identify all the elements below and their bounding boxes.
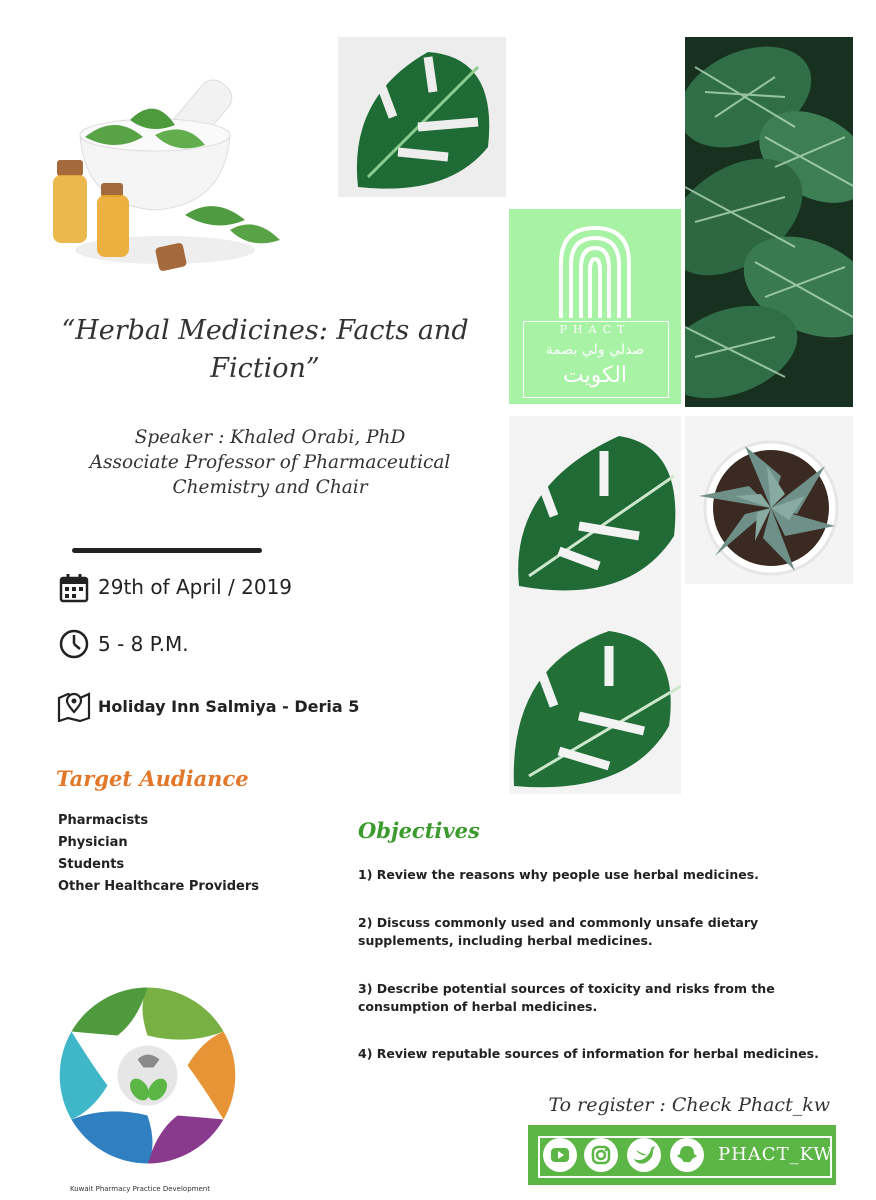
succulent-pot-photo: [685, 416, 853, 584]
objective-line: consumption of herbal medicines.: [358, 999, 598, 1014]
calathea-leaves-photo: [685, 37, 853, 407]
objective-item: [358, 866, 848, 884]
snapchat-icon[interactable]: [670, 1138, 704, 1172]
phact-logo-latin: PHACT: [559, 323, 631, 336]
objective-line: supplements, including herbal medicines.: [358, 933, 653, 948]
phact-logo-arabic-1: صدلي ولي بصمة: [545, 342, 645, 358]
audience-item: Physician: [58, 835, 128, 850]
section-divider: [72, 548, 262, 553]
event-venue: Holiday Inn Salmiya - Deria 5: [98, 697, 360, 716]
objective-item: [358, 980, 848, 1016]
twitter-icon[interactable]: [627, 1138, 661, 1172]
instagram-icon[interactable]: [584, 1138, 618, 1172]
audience-list: [58, 810, 259, 898]
audience-item: Students: [58, 857, 125, 872]
monstera-leaf-photo-top: [338, 37, 506, 197]
objectives-heading: Objectives: [358, 818, 480, 843]
register-instruction: To register : Check Phact_kw: [548, 1094, 830, 1116]
objective-line: 3) Describe potential sources of toxicity and risks from the: [358, 981, 775, 996]
objective-item: [358, 1045, 848, 1063]
calendar-icon: [58, 572, 90, 604]
event-title: “Herbal Medicines: Facts and Fiction”: [61, 315, 469, 384]
social-handle[interactable]: PHACT_KW: [718, 1144, 833, 1165]
objective-item: [358, 914, 848, 950]
objective-line: 1) Review the reasons why people use herbal medicines.: [358, 867, 759, 882]
audience-item: Other Healthcare Providers: [58, 879, 259, 894]
objective-line: 4) Review reputable sources of information for herbal medicines.: [358, 1046, 819, 1061]
youtube-icon[interactable]: [543, 1138, 577, 1172]
event-time: 5 - 8 P.M.: [98, 632, 189, 656]
phact-logo-tile: [509, 209, 681, 404]
kppd-logo-caption: Kuwait Pharmacy Practice Development: [70, 1185, 210, 1193]
event-date: 29th of April / 2019: [98, 575, 293, 599]
speaker-position-line-1: Associate Professor of Pharmaceutical: [89, 452, 451, 473]
speaker-name: Speaker : Khaled Orabi, PhD: [134, 427, 406, 448]
speaker-position-line-2: Chemistry and Chair: [172, 477, 368, 498]
map-location-icon: [57, 690, 91, 722]
audience-heading: Target Audiance: [56, 766, 249, 791]
fingerprint-arches-icon: [555, 223, 635, 318]
kppd-swirl-logo: [50, 978, 245, 1173]
speaker-block: [40, 425, 500, 500]
objective-line: 2) Discuss commonly used and commonly unsafe dietary: [358, 915, 759, 930]
audience-item: Pharmacists: [58, 813, 149, 828]
phact-logo-arabic-2: الكويت: [562, 363, 628, 388]
clock-icon: [58, 628, 90, 660]
monstera-leaves-photo-bottom: [509, 416, 681, 794]
mortar-pestle-illustration: [45, 65, 295, 280]
